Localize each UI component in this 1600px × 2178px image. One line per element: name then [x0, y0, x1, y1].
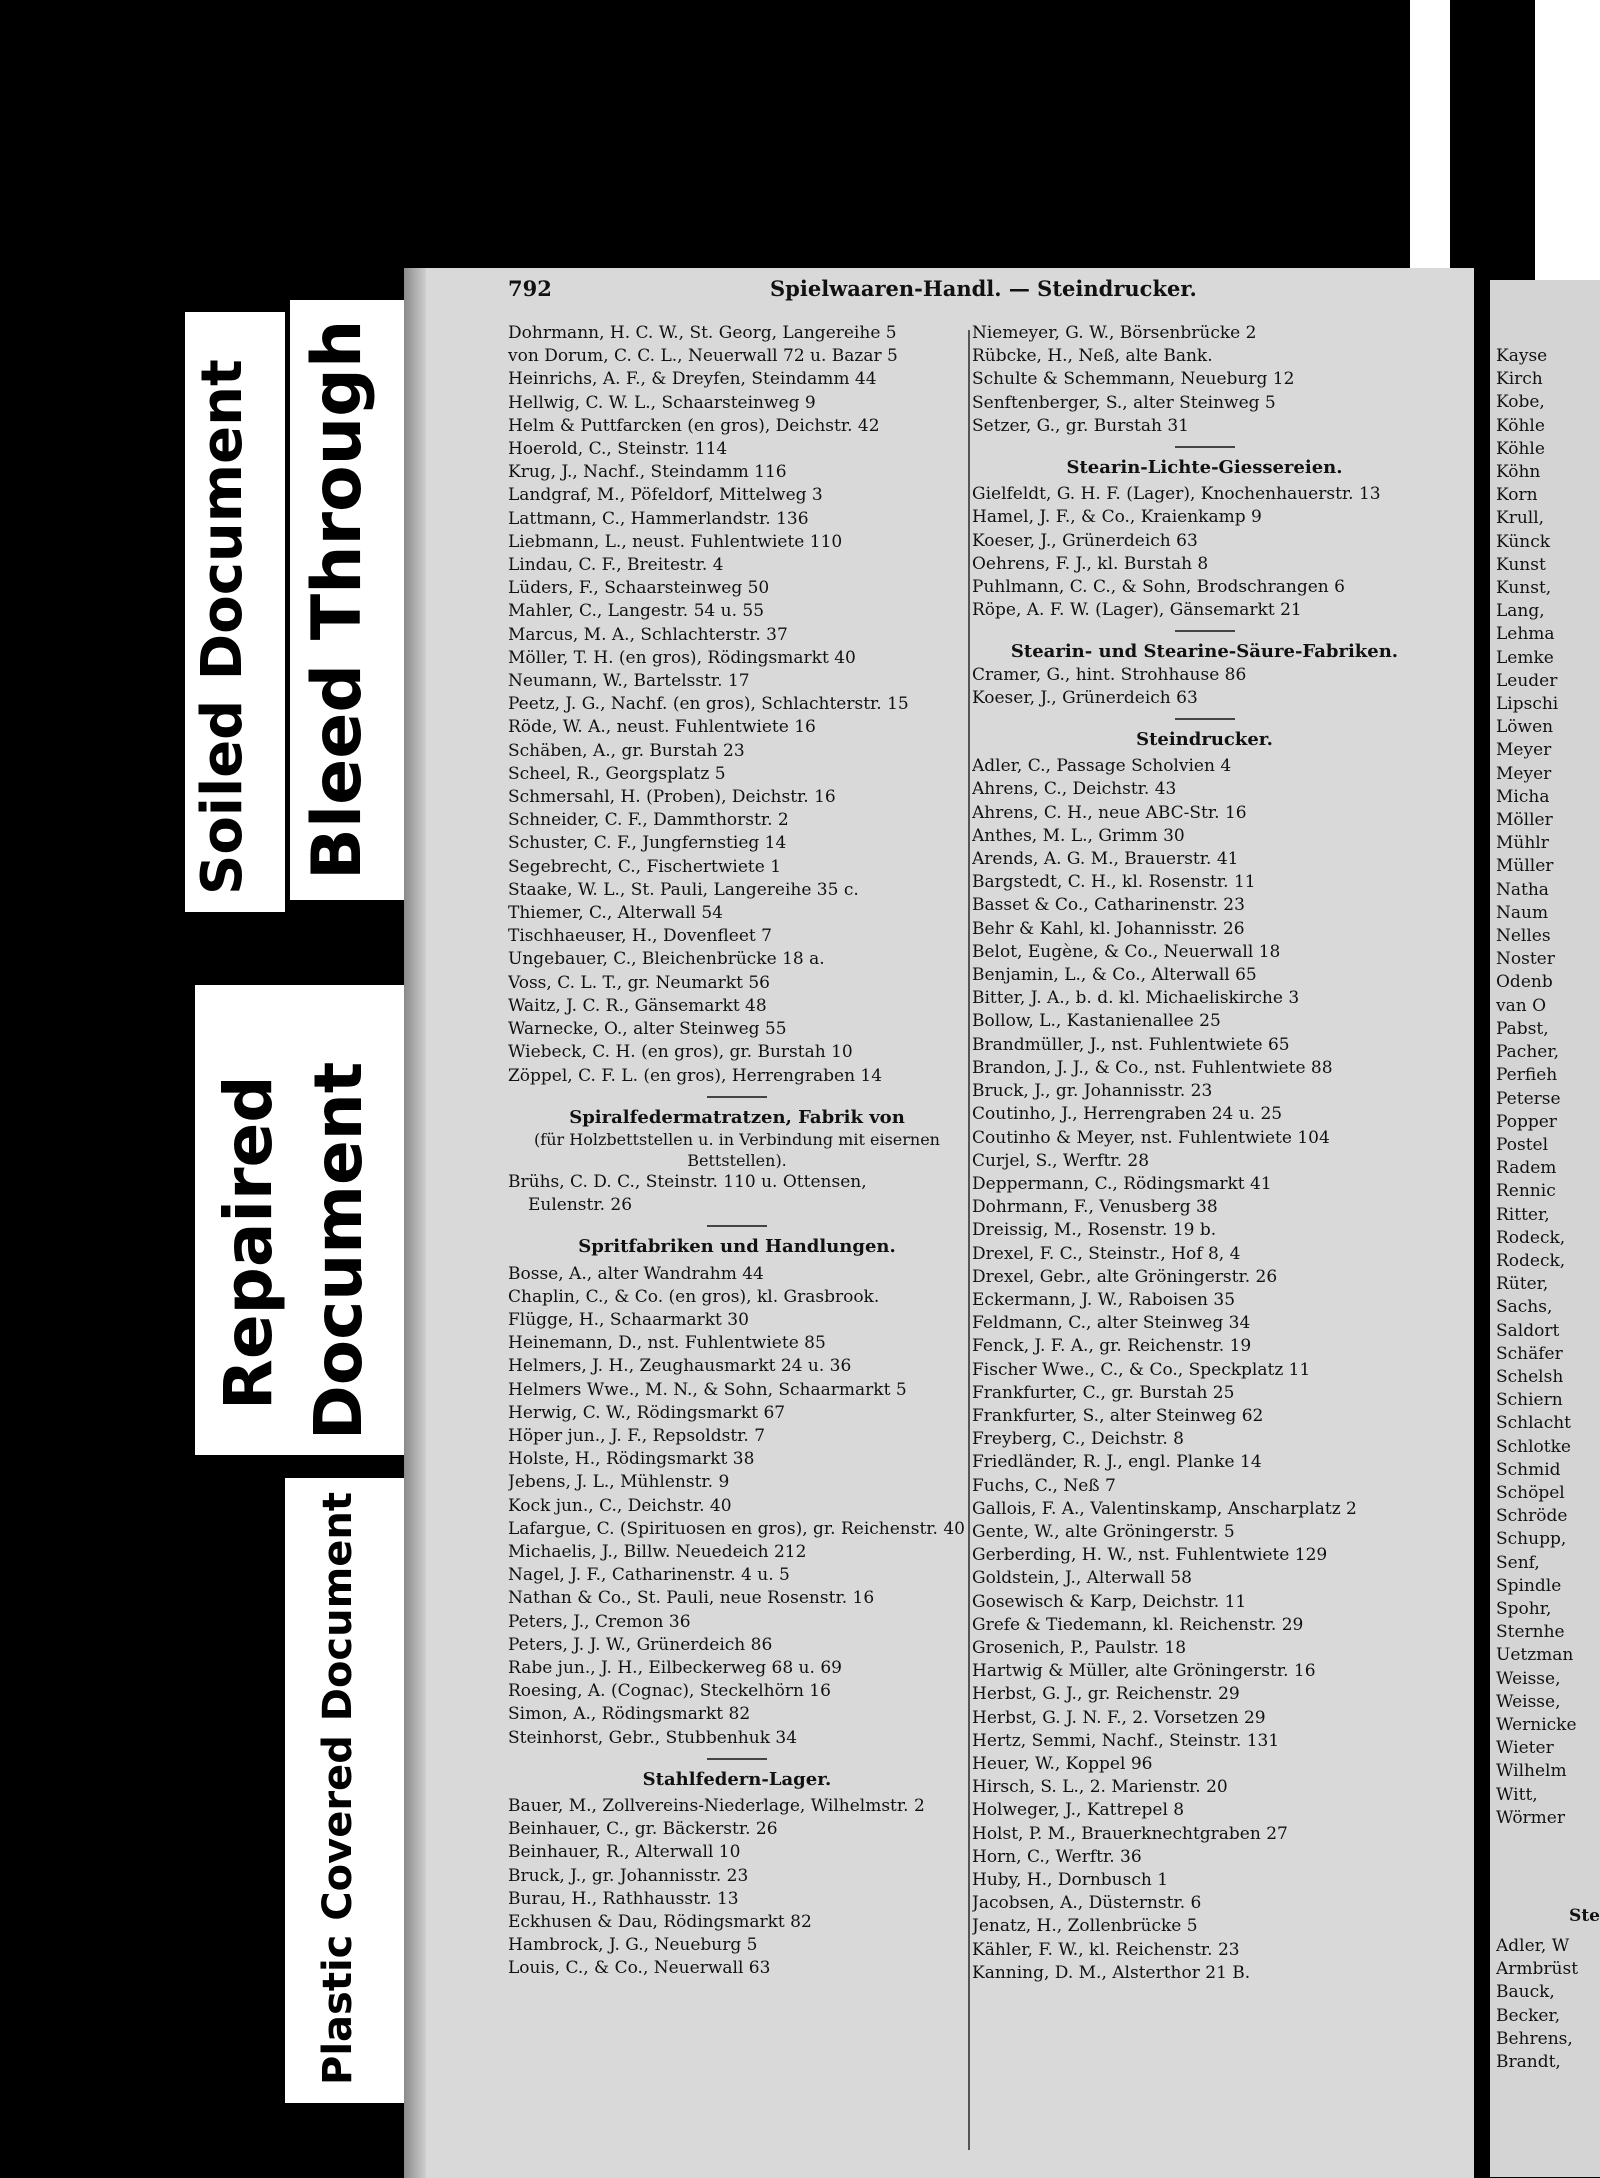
list-item: Wernicke [1496, 1714, 1577, 1735]
list-item: Armbrüst [1496, 1959, 1579, 1980]
stahl-entries [508, 1795, 966, 1981]
list-item: von Dorum, C. C. L., Neuerwall 72 u. Bazar 5 [508, 346, 898, 367]
list-item: Perfieh [1496, 1065, 1558, 1086]
list-item: Holst, P. M., Brauerknechtgraben 27 [972, 1823, 1288, 1844]
list-item: Horn, C., Werftr. 36 [972, 1846, 1142, 1867]
list-item: Röpe, A. F. W. (Lager), Gänsemarkt 21 [972, 600, 1302, 621]
list-item: Feldmann, C., alter Steinweg 34 [972, 1313, 1251, 1334]
list-item: Rodeck, [1496, 1250, 1566, 1271]
left-top-entries [508, 322, 966, 1088]
list-item: Behrens, [1496, 2028, 1573, 2049]
list-item: Leuder [1496, 670, 1558, 691]
list-item: Rüter, [1496, 1274, 1549, 1295]
section-title-stahl: Stahlfedern-Lager. [642, 1768, 832, 1790]
list-item: Pacher, [1496, 1042, 1560, 1063]
list-item: Wiebeck, C. H. (en gros), gr. Burstah 10 [508, 1042, 853, 1063]
list-item: Kanning, D. M., Alsterthor 21 B. [972, 1962, 1251, 1983]
list-item: Zöppel, C. F. L. (en gros), Herrengraben 14 [508, 1065, 883, 1086]
list-item: Sachs, [1496, 1297, 1553, 1318]
label-plastic-covered: Plastic Covered Document [315, 1491, 361, 2085]
list-item: Goldstein, J., Alterwall 58 [972, 1568, 1192, 1589]
list-item: Thiemer, C., Alterwall 54 [508, 903, 723, 924]
list-item: Neumann, W., Bartelsstr. 17 [508, 671, 750, 692]
section-rule [1175, 446, 1235, 448]
list-item: Lattmann, C., Hammerlandstr. 136 [508, 508, 809, 529]
list-item: Holweger, J., Kattrepel 8 [972, 1800, 1185, 1821]
list-item: Flügge, H., Schaarmarkt 30 [508, 1309, 749, 1330]
list-item: Eulenstr. 26 [528, 1195, 633, 1216]
list-item: Weisse, [1496, 1668, 1561, 1689]
list-item: Gerberding, H. W., nst. Fuhlentwiete 129 [972, 1545, 1328, 1566]
list-item: Kunst [1496, 554, 1546, 575]
list-item: Meyer [1496, 763, 1552, 784]
stub-section-title: Ste [1569, 1906, 1600, 1926]
list-item: Eckermann, J. W., Raboisen 35 [972, 1289, 1236, 1310]
list-item: Schäfer [1496, 1343, 1563, 1364]
list-item: Kock jun., C., Deichstr. 40 [508, 1495, 732, 1516]
list-item: Schneider, C. F., Dammthorstr. 2 [508, 810, 789, 831]
list-item: Bauer, M., Zollvereins-Niederlage, Wilhelmstr. 2 [508, 1795, 925, 1816]
list-item: Lehma [1496, 624, 1555, 645]
list-item: Möller [1496, 810, 1553, 831]
list-item: Curjel, S., Werftr. 28 [972, 1150, 1150, 1171]
list-item: Saldort [1496, 1320, 1560, 1341]
list-item: Schäben, A., gr. Burstah 23 [508, 740, 745, 761]
section-title-steindrucker: Steindrucker. [1136, 729, 1273, 751]
list-item: Rodeck, [1496, 1227, 1566, 1248]
list-item: Lemke [1496, 647, 1554, 668]
list-item: Hambrock, J. G., Neueburg 5 [508, 1935, 758, 1956]
list-item: Landgraf, M., Pöfeldorf, Mittelweg 3 [508, 485, 823, 506]
list-item: Becker, [1496, 2005, 1561, 2026]
list-item: Peters, J. J. W., Grünerdeich 86 [508, 1634, 773, 1655]
list-item: Witt, [1496, 1784, 1538, 1805]
list-item: Kunst, [1496, 578, 1552, 599]
column-divider [968, 330, 970, 2150]
list-item: Warnecke, O., alter Steinweg 55 [508, 1019, 787, 1040]
list-item: Kayse [1496, 346, 1548, 366]
list-item: Schöpel [1496, 1482, 1565, 1503]
list-item: Weisse, [1496, 1691, 1561, 1712]
list-item: Kirch [1496, 369, 1543, 390]
list-item: Brandt, [1496, 2052, 1561, 2073]
list-item: Bruck, J., gr. Johannisstr. 23 [972, 1081, 1213, 1102]
stearin-saeure-entries [972, 664, 1437, 710]
list-item: Künck [1496, 531, 1551, 552]
list-item: Kobe, [1496, 392, 1545, 413]
list-item: Liebmann, L., neust. Fuhlentwiete 110 [508, 531, 843, 552]
list-item: Koeser, J., Grünerdeich 63 [972, 687, 1198, 708]
list-item: Drexel, Gebr., alte Gröningerstr. 26 [972, 1266, 1278, 1287]
list-item: Radem [1496, 1158, 1557, 1179]
list-item: Noster [1496, 949, 1555, 970]
list-item: Brühs, C. D. C., Steinstr. 110 u. Ottensen, [508, 1171, 867, 1192]
list-item: Simon, A., Rödingsmarkt 82 [508, 1704, 751, 1725]
list-item: Brandon, J. J., & Co., nst. Fuhlentwiete 88 [972, 1057, 1333, 1078]
label-repaired-document: Document [300, 1061, 377, 1440]
label-repaired: Repaired [210, 1075, 287, 1410]
list-item: Rübcke, H., Neß, alte Bank. [972, 346, 1213, 367]
list-item: Helmers Wwe., M. N., & Sohn, Schaarmarkt 5 [508, 1379, 907, 1400]
list-item: Schelsh [1496, 1366, 1564, 1387]
list-item: Voss, C. L. T., gr. Neumarkt 56 [508, 972, 770, 993]
list-item: Herwig, C. W., Rödingsmarkt 67 [508, 1402, 786, 1423]
list-item: Hoerold, C., Steinstr. 114 [508, 439, 728, 460]
next-page-stub-section [1496, 1905, 1600, 1928]
right-top-entries [972, 322, 1437, 438]
section-rule [1175, 630, 1235, 632]
list-item: Bitter, J. A., b. d. kl. Michaeliskirche 3 [972, 988, 1300, 1009]
section-title-spiral: Spiralfedermatratzen, Fabrik von [569, 1106, 905, 1128]
list-item: Heinrichs, A. F., & Dreyfen, Steindamm 44 [508, 369, 877, 390]
list-item: Hartwig & Müller, alte Gröningerstr. 16 [972, 1661, 1316, 1682]
list-item: Schlotke [1496, 1436, 1571, 1457]
section-note-spiral: (für Holzbettstellen u. in Verbindung mit eisernen Bettstellen). [534, 1129, 940, 1170]
list-item: Lipschi [1496, 694, 1559, 715]
list-item: Puhlmann, C. C., & Sohn, Brodschrangen 6 [972, 577, 1345, 598]
list-item: Waitz, J. C. R., Gänsemarkt 48 [508, 995, 767, 1016]
list-item: Wieter [1496, 1738, 1554, 1759]
list-item: Schuster, C. F., Jungfernstieg 14 [508, 833, 787, 854]
list-item: Hertz, Semmi, Nachf., Steinstr. 131 [972, 1730, 1280, 1751]
list-item: Gielfeldt, G. H. F. (Lager), Knochenhauerstr. 13 [972, 484, 1381, 505]
page-number: 792 [508, 276, 552, 301]
list-item: Holste, H., Rödingsmarkt 38 [508, 1449, 755, 1470]
list-item: Benjamin, L., & Co., Alterwall 65 [972, 965, 1257, 986]
list-item: Huby, H., Dornbusch 1 [972, 1870, 1169, 1890]
stearin-lichte-entries [972, 483, 1437, 622]
list-item: Sternhe [1496, 1622, 1565, 1643]
list-item: van O [1496, 995, 1547, 1016]
sprit-entries [508, 1263, 966, 1750]
list-item: Peetz, J. G., Nachf. (en gros), Schlachterstr. 15 [508, 694, 909, 715]
list-item: Schupp, [1496, 1529, 1567, 1550]
list-item: Louis, C., & Co., Neuerwall 63 [508, 1958, 771, 1979]
list-item: Heinemann, D., nst. Fuhlentwiete 85 [508, 1333, 826, 1354]
list-item: Köhle [1496, 415, 1545, 436]
list-item: Beinhauer, R., Alterwall 10 [508, 1842, 741, 1863]
list-item: Röde, W. A., neust. Fuhlentwiete 16 [508, 717, 816, 738]
list-item: Mühlr [1496, 833, 1549, 854]
list-item: Lüders, F., Schaarsteinweg 50 [508, 578, 770, 599]
list-item: Herbst, G. J. N. F., 2. Vorsetzen 29 [972, 1707, 1266, 1728]
list-item: Ahrens, C. H., neue ABC-Str. 16 [972, 802, 1247, 823]
list-item: Lindau, C. F., Breitestr. 4 [508, 555, 724, 576]
list-item: Meyer [1496, 740, 1552, 761]
list-item: Bargstedt, C. H., kl. Rosenstr. 11 [972, 872, 1256, 893]
list-item: Jacobsen, A., Düsternstr. 6 [972, 1893, 1202, 1914]
list-item: Hirsch, S. L., 2. Marienstr. 20 [972, 1777, 1228, 1798]
list-item: Belot, Eugène, & Co., Neuerwall 18 [972, 941, 1281, 962]
list-item: Krull, [1496, 508, 1545, 529]
next-page-stub-top [1496, 345, 1600, 1830]
list-item: Oehrens, F. J., kl. Burstah 8 [972, 553, 1209, 574]
list-item: Coutinho, J., Herrengraben 24 u. 25 [972, 1104, 1283, 1125]
label-bleed-through: Bleed Through [298, 319, 377, 880]
list-item: Helm & Puttfarcken (en gros), Deichstr. 42 [508, 415, 880, 436]
list-item: Frankfurter, C., gr. Burstah 25 [972, 1382, 1235, 1403]
list-item: Senftenberger, S., alter Steinweg 5 [972, 392, 1276, 413]
list-item: Popper [1496, 1111, 1557, 1132]
list-item: Cramer, G., hint. Strohhause 86 [972, 664, 1247, 685]
list-item: Mahler, C., Langestr. 54 u. 55 [508, 601, 765, 622]
list-item: Möller, T. H. (en gros), Rödingsmarkt 40 [508, 647, 856, 668]
list-item: Staake, W. L., St. Pauli, Langereihe 35 c. [508, 879, 859, 900]
list-item: Jenatz, H., Zollenbrücke 5 [972, 1916, 1198, 1937]
list-item: Lafargue, C. (Spirituosen en gros), gr. Reichenstr. 40 [508, 1518, 965, 1539]
list-item: Fischer Wwe., C., & Co., Speckplatz 11 [972, 1359, 1311, 1380]
list-item: Ungebauer, C., Bleichenbrücke 18 a. [508, 949, 825, 970]
list-item: Müller [1496, 856, 1554, 877]
list-item: Behr & Kahl, kl. Johannisstr. 26 [972, 918, 1245, 939]
section-rule [707, 1096, 767, 1098]
list-item: Herbst, G. J., gr. Reichenstr. 29 [972, 1684, 1240, 1705]
list-item: Hamel, J. F., & Co., Kraienkamp 9 [972, 507, 1262, 528]
right-column [972, 322, 1437, 1985]
list-item: Fuchs, C., Neß 7 [972, 1475, 1116, 1496]
list-item: Dreissig, M., Rosenstr. 19 b. [972, 1220, 1217, 1241]
list-item: Bauck, [1496, 1982, 1555, 2003]
list-item: Schröde [1496, 1506, 1568, 1527]
list-item: Basset & Co., Catharinenstr. 23 [972, 895, 1245, 916]
list-item: Anthes, M. L., Grimm 30 [972, 825, 1185, 846]
section-rule [1175, 718, 1235, 720]
scanner-white-bar [1410, 0, 1450, 280]
steindrucker-entries [972, 755, 1437, 1985]
list-item: Schmid [1496, 1459, 1561, 1480]
list-item: Bosse, A., alter Wandrahm 44 [508, 1263, 764, 1284]
list-item: Koeser, J., Grünerdeich 63 [972, 530, 1198, 551]
section-rule [707, 1758, 767, 1760]
list-item: Spohr, [1496, 1598, 1552, 1619]
list-item: Schiern [1496, 1390, 1563, 1411]
list-item: Naum [1496, 902, 1549, 923]
list-item: Rennic [1496, 1181, 1556, 1202]
list-item: Setzer, G., gr. Burstah 31 [972, 415, 1189, 436]
list-item: Odenb [1496, 972, 1553, 993]
list-item: Löwen [1496, 717, 1554, 738]
section-title-sprit: Spritfabriken und Handlungen. [578, 1236, 896, 1258]
list-item: Beinhauer, C., gr. Bäckerstr. 26 [508, 1819, 778, 1840]
list-item: Dohrmann, F., Venusberg 38 [972, 1197, 1218, 1218]
stub-bottom-lines [1496, 1935, 1600, 2074]
left-column [508, 322, 966, 1981]
list-item: Micha [1496, 786, 1550, 807]
list-item: Bruck, J., gr. Johannisstr. 23 [508, 1865, 749, 1886]
stub-top-lines [1496, 345, 1600, 1830]
section-title-stearin-saeure: Stearin- und Stearine-Säure-Fabriken. [1010, 641, 1399, 663]
list-item: Peterse [1496, 1088, 1561, 1109]
list-item: Coutinho & Meyer, nst. Fuhlentwiete 104 [972, 1127, 1330, 1148]
list-item: Tischhaeuser, H., Dovenfleet 7 [508, 926, 772, 947]
list-item: Peters, J., Cremon 36 [508, 1611, 691, 1632]
list-item: Frankfurter, S., alter Steinweg 62 [972, 1405, 1264, 1426]
list-item: Natha [1496, 879, 1549, 900]
list-item: Höper jun., J. F., Repsoldstr. 7 [508, 1425, 766, 1446]
list-item: Grefe & Tiedemann, kl. Reichenstr. 29 [972, 1614, 1304, 1635]
list-item: Spindle [1496, 1575, 1562, 1596]
list-item: Friedländer, R. J., engl. Planke 14 [972, 1452, 1262, 1473]
list-item: Gosewisch & Karp, Deichstr. 11 [972, 1591, 1247, 1612]
list-item: Korn [1496, 485, 1538, 506]
list-item: Bollow, L., Kastanienallee 25 [972, 1011, 1221, 1032]
list-item: Köhn [1496, 462, 1541, 483]
list-item: Gente, W., alte Gröningerstr. 5 [972, 1521, 1235, 1542]
list-item: Fenck, J. F. A., gr. Reichenstr. 19 [972, 1336, 1252, 1357]
list-item: Niemeyer, G. W., Börsenbrücke 2 [972, 323, 1257, 343]
list-item: Steinhorst, Gebr., Stubbenhuk 34 [508, 1727, 798, 1748]
list-item: Helmers, J. H., Zeughausmarkt 24 u. 36 [508, 1356, 852, 1377]
list-item: Nathan & Co., St. Pauli, neue Rosenstr. 16 [508, 1588, 875, 1609]
list-item: Wörmer [1496, 1807, 1565, 1828]
list-item: Kähler, F. W., kl. Reichenstr. 23 [972, 1939, 1240, 1960]
list-item: Ritter, [1496, 1204, 1550, 1225]
list-item: Pabst, [1496, 1018, 1549, 1039]
list-item: Hellwig, C. W. L., Schaarsteinweg 9 [508, 392, 816, 413]
list-item: Marcus, M. A., Schlachterstr. 37 [508, 624, 788, 645]
list-item: Nagel, J. F., Catharinenstr. 4 u. 5 [508, 1565, 790, 1586]
list-item: Adler, W [1496, 1936, 1570, 1956]
list-item: Jebens, J. L., Mühlenstr. 9 [508, 1472, 730, 1493]
list-item: Schmersahl, H. (Proben), Deichstr. 16 [508, 787, 836, 808]
list-item: Gallois, F. A., Valentinskamp, Anscharplatz 2 [972, 1498, 1357, 1519]
list-item: Eckhusen & Dau, Rödingsmarkt 82 [508, 1912, 812, 1932]
list-item: Postel [1496, 1134, 1549, 1155]
list-item: Scheel, R., Georgsplatz 5 [508, 763, 726, 784]
list-item: Köhle [1496, 438, 1545, 459]
list-item: Dohrmann, H. C. W., St. Georg, Langereihe 5 [508, 323, 897, 343]
list-item: Krug, J., Nachf., Steindamm 116 [508, 462, 787, 483]
list-item: Adler, C., Passage Scholvien 4 [972, 756, 1232, 777]
list-item: Nelles [1496, 926, 1551, 947]
label-soiled-document: Soiled Document [190, 359, 255, 895]
list-item: Senf, [1496, 1552, 1540, 1573]
list-item: Segebrecht, C., Fischertwiete 1 [508, 856, 782, 877]
list-item: Uetzman [1496, 1645, 1574, 1666]
list-item: Michaelis, J., Billw. Neuedeich 212 [508, 1541, 807, 1562]
list-item: Deppermann, C., Rödingsmarkt 41 [972, 1173, 1272, 1194]
list-item: Grosenich, P., Paulstr. 18 [972, 1637, 1187, 1658]
list-item: Roesing, A. (Cognac), Steckelhörn 16 [508, 1681, 831, 1702]
list-item: Heuer, W., Koppel 96 [972, 1753, 1153, 1774]
list-item: Ahrens, C., Deichstr. 43 [972, 779, 1177, 800]
list-item: Schulte & Schemmann, Neueburg 12 [972, 369, 1295, 390]
list-item: Wilhelm [1496, 1761, 1567, 1782]
list-item: Lang, [1496, 601, 1545, 622]
list-item: Chaplin, C., & Co. (en gros), kl. Grasbrook. [508, 1286, 880, 1307]
section-title-stearin-lichte: Stearin-Lichte-Giessereien. [1066, 457, 1343, 479]
list-item: Rabe jun., J. H., Eilbeckerweg 68 u. 69 [508, 1657, 842, 1678]
list-item: Schlacht [1496, 1413, 1571, 1434]
page-binding-edge [404, 268, 426, 2178]
list-item: Arends, A. G. M., Brauerstr. 41 [972, 849, 1239, 870]
page-title: Spielwaaren-Handl. — Steindrucker. [770, 276, 1197, 301]
list-item: Freyberg, C., Deichstr. 8 [972, 1429, 1184, 1450]
list-item: Drexel, F. C., Steinstr., Hof 8, 4 [972, 1243, 1241, 1264]
section-rule [707, 1225, 767, 1227]
list-item: Brandmüller, J., nst. Fuhlentwiete 65 [972, 1034, 1290, 1055]
list-item: Burau, H., Rathhausstr. 13 [508, 1888, 739, 1909]
next-page-stub-bottom [1496, 1935, 1600, 2074]
